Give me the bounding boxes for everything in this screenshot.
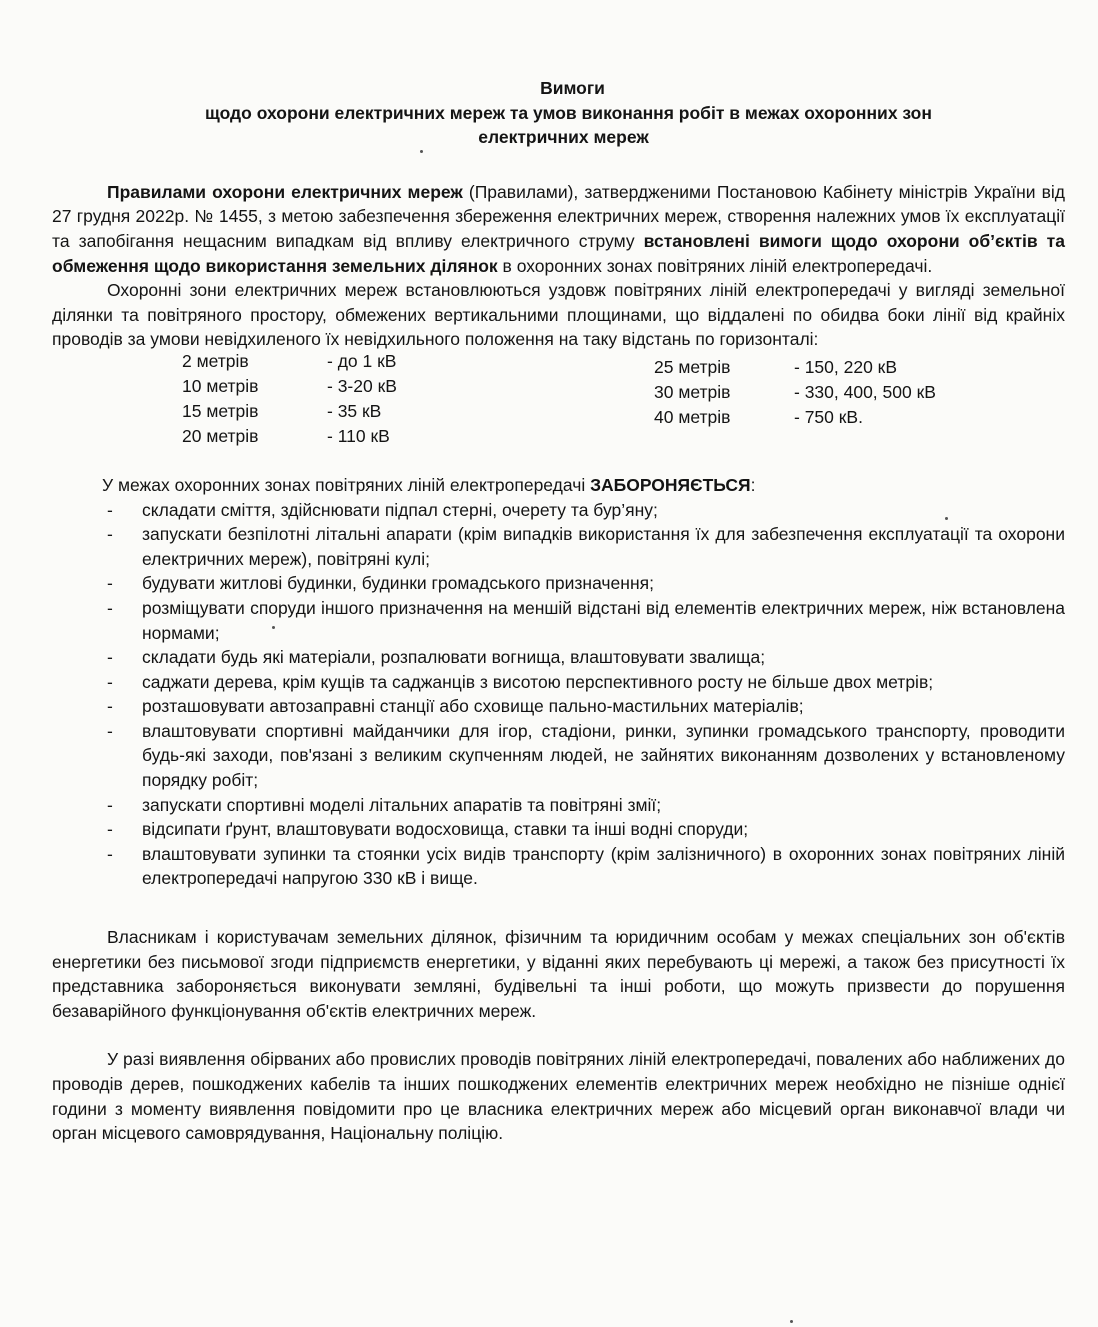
prohibited-item-text: складати сміття, здійснювати підпал стерні, очерету та бур’яну; [142, 499, 658, 520]
list-dash: - [107, 499, 113, 520]
scan-speck [420, 150, 423, 153]
intro-text-1: (Правилами), затвердженими Постановою Кабінету міністрів України від 27 грудня 2022р. № 1455, з метою забезпечення збереження електричних мереж, створення належних умов їх експлуатації та запобігання нещасним випадкам від впливу електричного струму [52, 181, 1065, 251]
prohibited-item [52, 793, 1065, 818]
scan-speck [790, 1320, 793, 1323]
intro-paragraph [52, 180, 1065, 278]
distance-meters: 15 метрів [182, 400, 259, 421]
prohibited-item-text: розташовувати автозаправні станції або сховище пально-мастильних матеріалів; [142, 696, 804, 717]
document-page [52, 76, 1065, 1146]
distance-voltage: - 750 кВ. [794, 406, 863, 427]
distance-voltage: - 330, 400, 500 кВ [794, 381, 936, 402]
prohibited-item [52, 670, 1065, 695]
prohibited-item-text: запускати спортивні моделі літальних апаратів та повітряні змії; [142, 794, 662, 815]
distance-voltage: - 110 кВ [327, 425, 390, 446]
prohibited-item-text: запускати безпілотні літальні апарати (крім випадків використання їх для забезпечення експлуатації та охорони електричних мереж), повітряні кулі; [142, 524, 1065, 569]
distance-row [654, 355, 1014, 380]
distance-column-left [182, 349, 477, 449]
prohibited-item-text: влаштовувати спортивні майданчики для ігор, стадіони, ринки, зупинки громадського транспорту, проводити будь-які заходи, пов'язані з великим скупченням людей, не зайнятих виконанням дозволених у встановленому порядку робіт; [142, 720, 1065, 791]
zones-paragraph: Охоронні зони електричних мереж встановлюються уздовж повітряних ліній електропередачі у вигляді земельної ділянки та повітряного простору, обмежених вертикальними площинами, що віддалені по обидва боки лінії від крайніх проводів за умови невідхиленого їх невідхильного положення на таку відстань по горизонталі: [52, 280, 1065, 350]
distance-meters: 30 метрів [654, 381, 731, 402]
prohibited-item [52, 817, 1065, 842]
distance-meters: 20 метрів [182, 425, 259, 446]
prohibited-list [52, 498, 1065, 892]
distance-row [654, 405, 1014, 430]
prohibited-item [52, 571, 1065, 596]
distance-row [182, 374, 477, 399]
list-dash: - [107, 524, 113, 545]
prohibited-item [52, 842, 1065, 891]
distance-column-right [654, 355, 1014, 430]
intro-bold-mid: встановлені вимоги щодо охорони об’єктів та обмеження щодо використання земельних ділянок [52, 230, 1065, 276]
prohibited-item [52, 694, 1065, 719]
title-heading: Вимоги [540, 78, 605, 98]
distance-voltage: - до 1 кВ [327, 350, 397, 371]
list-dash: - [107, 671, 113, 692]
prohibited-intro [52, 473, 1065, 498]
prohibited-item-text: саджати дерева, крім кущів та саджанців з висотою перспективного росту не більше двох метрів; [142, 671, 934, 692]
distance-meters: 25 метрів [654, 356, 731, 377]
prohibited-intro-end: : [750, 474, 756, 495]
list-dash: - [107, 573, 113, 594]
owners-paragraph: Власникам і користувачам земельних ділянок, фізичним та юридичним особам у межах спеціальних зон об'єктів енергетики без письмової згоди підприємств енергетики, у віданні яких перебувають ці мережі, а також без присутності їх представника забороняється виконувати земляні, будівельні та інші роботи, що можуть призвести до порушення безаварійного функціонування об'єктів електричних мереж. [52, 927, 1065, 1021]
distance-meters: 10 метрів [182, 375, 259, 396]
intro-bold-lead: Правилами охорони електричних мереж [107, 181, 463, 202]
list-dash: - [107, 819, 113, 840]
title-subheading: щодо охорони електричних мереж та умов виконання робіт в межах охоронних зон [205, 102, 932, 123]
document-title [52, 76, 1065, 150]
distance-row [654, 380, 1014, 405]
distance-voltage: - 35 кВ [327, 400, 382, 421]
list-dash: - [107, 794, 113, 815]
title-subheading-end: електричних мереж [478, 127, 649, 148]
distance-voltage: - 150, 220 кВ [794, 356, 898, 377]
list-dash: - [107, 843, 113, 864]
list-dash: - [107, 597, 113, 618]
report-paragraph: У разі виявлення обірваних або провислих проводів повітряних ліній електропередачі, повалених або наближених до проводів дерев, пошкоджених кабелів та інших пошкоджених елементів електричних мереж необхідно не пізніше однієї години з моменту виявлення повідомити про це власника електричних мереж або місцевий орган виконавчої влади чи орган місцевого самоврядування, Національну поліцію. [52, 1049, 1065, 1144]
prohibited-item [52, 522, 1065, 571]
list-dash: - [107, 696, 113, 717]
scan-speck [945, 517, 948, 520]
distance-row [182, 424, 477, 449]
prohibited-intro-text: У межах охоронних зонах повітряних ліній електропередачі [102, 474, 591, 495]
prohibited-item-text: влаштовувати зупинки та стоянки усіх видів транспорту (крім залізничного) в охоронних зонах повітряних ліній електропередачі напругою 330 кВ і вище. [142, 843, 1065, 889]
prohibited-item [52, 645, 1065, 670]
prohibited-item-text: відсипати ґрунт, влаштовувати водосховища, ставки та інші водні споруди; [142, 819, 749, 840]
prohibited-item [52, 596, 1065, 645]
prohibited-item-text: будувати житлові будинки, будинки громадського призначення; [142, 573, 654, 594]
prohibited-item [52, 498, 1065, 523]
list-dash: - [107, 647, 113, 668]
intro-text-2: в охоронних зонах повітряних ліній електропередачі. [497, 255, 933, 276]
prohibited-item-text: складати будь які матеріали, розпалювати вогнища, влаштовувати звалища; [142, 647, 766, 668]
prohibited-item-text: розміщувати споруди іншого призначення на меншій відстані від елементів електричних мереж, ніж встановлена нормами; [142, 597, 1065, 643]
distance-row [182, 399, 477, 424]
distance-table [52, 349, 1065, 449]
distance-meters: 40 метрів [654, 406, 731, 427]
distance-row [182, 349, 477, 374]
prohibited-intro-bold: ЗАБОРОНЯЄТЬСЯ [590, 474, 751, 495]
distance-meters: 2 метрів [182, 350, 249, 371]
scan-speck [272, 626, 275, 629]
prohibited-item [52, 719, 1065, 793]
list-dash: - [107, 720, 113, 741]
distance-voltage: - 3-20 кВ [327, 375, 397, 396]
